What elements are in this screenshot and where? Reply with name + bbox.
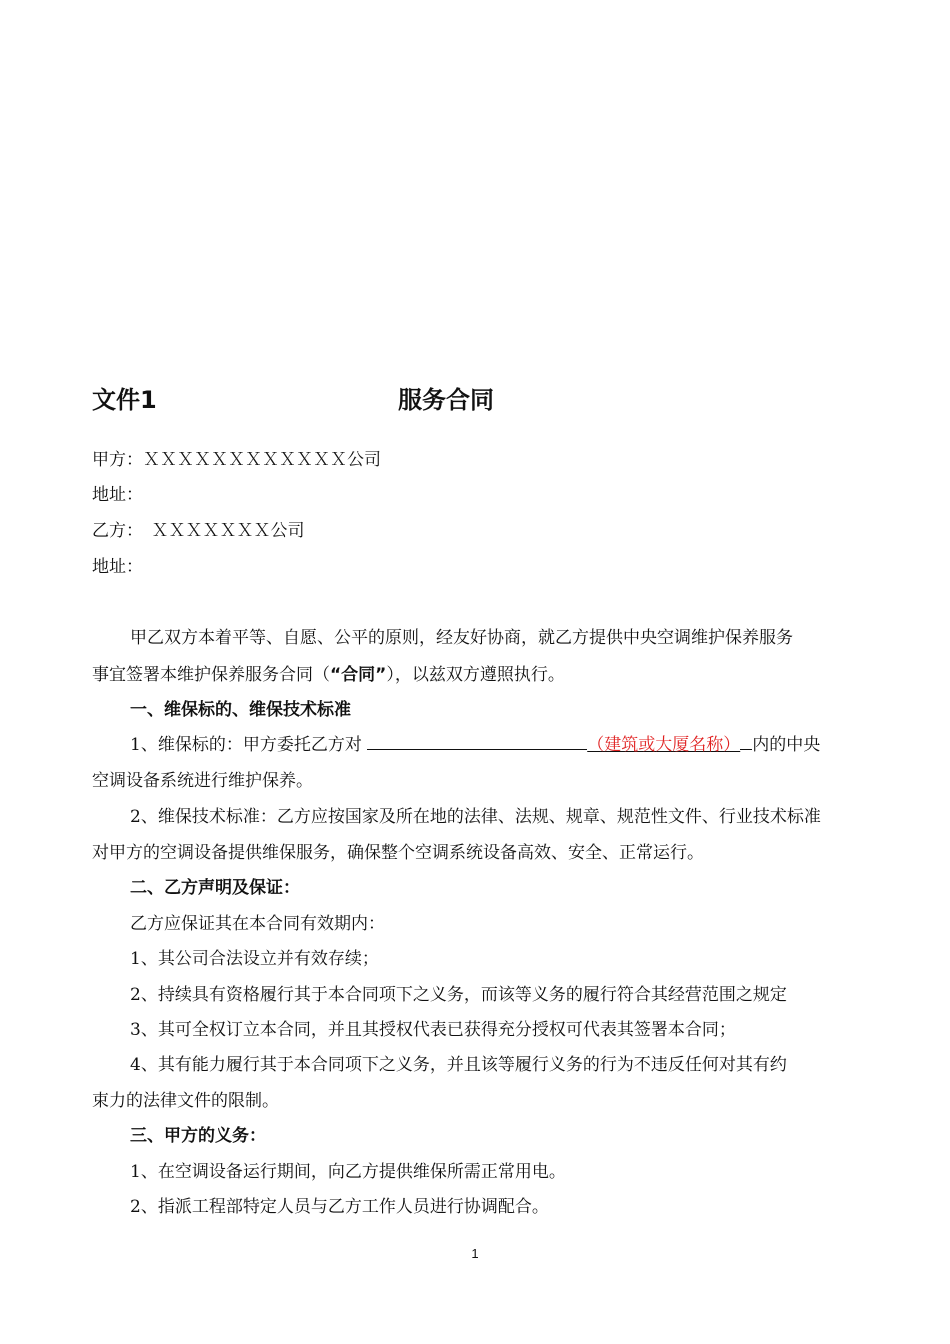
section-1-item-2-line-1: 2、维保技术标准：乙方应按国家及所在地的法律、法规、规章、规范性文件、行业技术标准 xyxy=(130,807,821,827)
document-title: 服务合同 xyxy=(398,386,494,414)
party-b-address: 地址： xyxy=(92,557,143,577)
party-a: 甲方：ＸＸＸＸＸＸＸＸＸＸＸＸ公司 xyxy=(92,450,381,470)
intro-line-1: 甲乙双方本着平等、自愿、公平的原则，经友好协商，就乙方提供中央空调维护保养服务 xyxy=(130,628,793,648)
title-row xyxy=(92,380,872,420)
building-name-placeholder: （建筑或大厦名称） xyxy=(587,735,741,755)
section-3-item-2: 2、指派工程部特定人员与乙方工作人员进行协调配合。 xyxy=(130,1197,549,1217)
intro-line-2 xyxy=(92,657,862,693)
page-number: 1 xyxy=(471,1246,479,1261)
section-2-item-4-line-2: 束力的法律文件的限制。 xyxy=(92,1091,279,1111)
section-2-item-1: 1、其公司合法设立并有效存续； xyxy=(130,949,379,969)
section-2-item-2: 2、持续具有资格履行其于本合同项下之义务，而该等义务的履行符合其经营范围之规定 xyxy=(130,985,787,1005)
file-label: 文件1 xyxy=(92,386,157,414)
intro-contract-term: “合同” xyxy=(330,665,387,685)
intro-line-2-post: ），以兹双方遵照执行。 xyxy=(386,665,565,685)
section-1-item-1 xyxy=(130,727,862,763)
section-3-item-1: 1、在空调设备运行期间，向乙方提供维保所需正常用电。 xyxy=(130,1162,566,1182)
intro-line-2-pre: 事宜签署本维护保养服务合同（ xyxy=(92,665,330,685)
section-2-heading: 二、乙方声明及保证： xyxy=(130,878,300,898)
section-2-item-4-line-1: 4、其有能力履行其于本合同项下之义务，并且该等履行义务的行为不违反任何对其有约 xyxy=(130,1055,787,1075)
section-1-item-1-cont: 空调设备系统进行维护保养。 xyxy=(92,771,313,791)
section-2-lead: 乙方应保证其在本合同有效期内： xyxy=(130,914,385,934)
blank-line xyxy=(367,727,587,750)
section-1-item-1-pre: 1、维保标的：甲方委托乙方对 xyxy=(130,735,362,755)
blank-line-tail xyxy=(740,727,752,750)
party-b: 乙方： ＸＸＸＸＸＸＸ公司 xyxy=(92,521,305,541)
section-3-heading: 三、甲方的义务： xyxy=(130,1126,266,1146)
section-1-heading: 一、维保标的、维保技术标准 xyxy=(130,700,351,720)
section-1-item-2-line-2: 对甲方的空调设备提供维保服务，确保整个空调系统设备高效、安全、正常运行。 xyxy=(92,843,704,863)
party-a-address: 地址： xyxy=(92,485,143,505)
section-2-item-3: 3、其可全权订立本合同，并且其授权代表已获得充分授权可代表其签署本合同； xyxy=(130,1020,736,1040)
section-1-item-1-post: 内的中央 xyxy=(752,735,821,755)
